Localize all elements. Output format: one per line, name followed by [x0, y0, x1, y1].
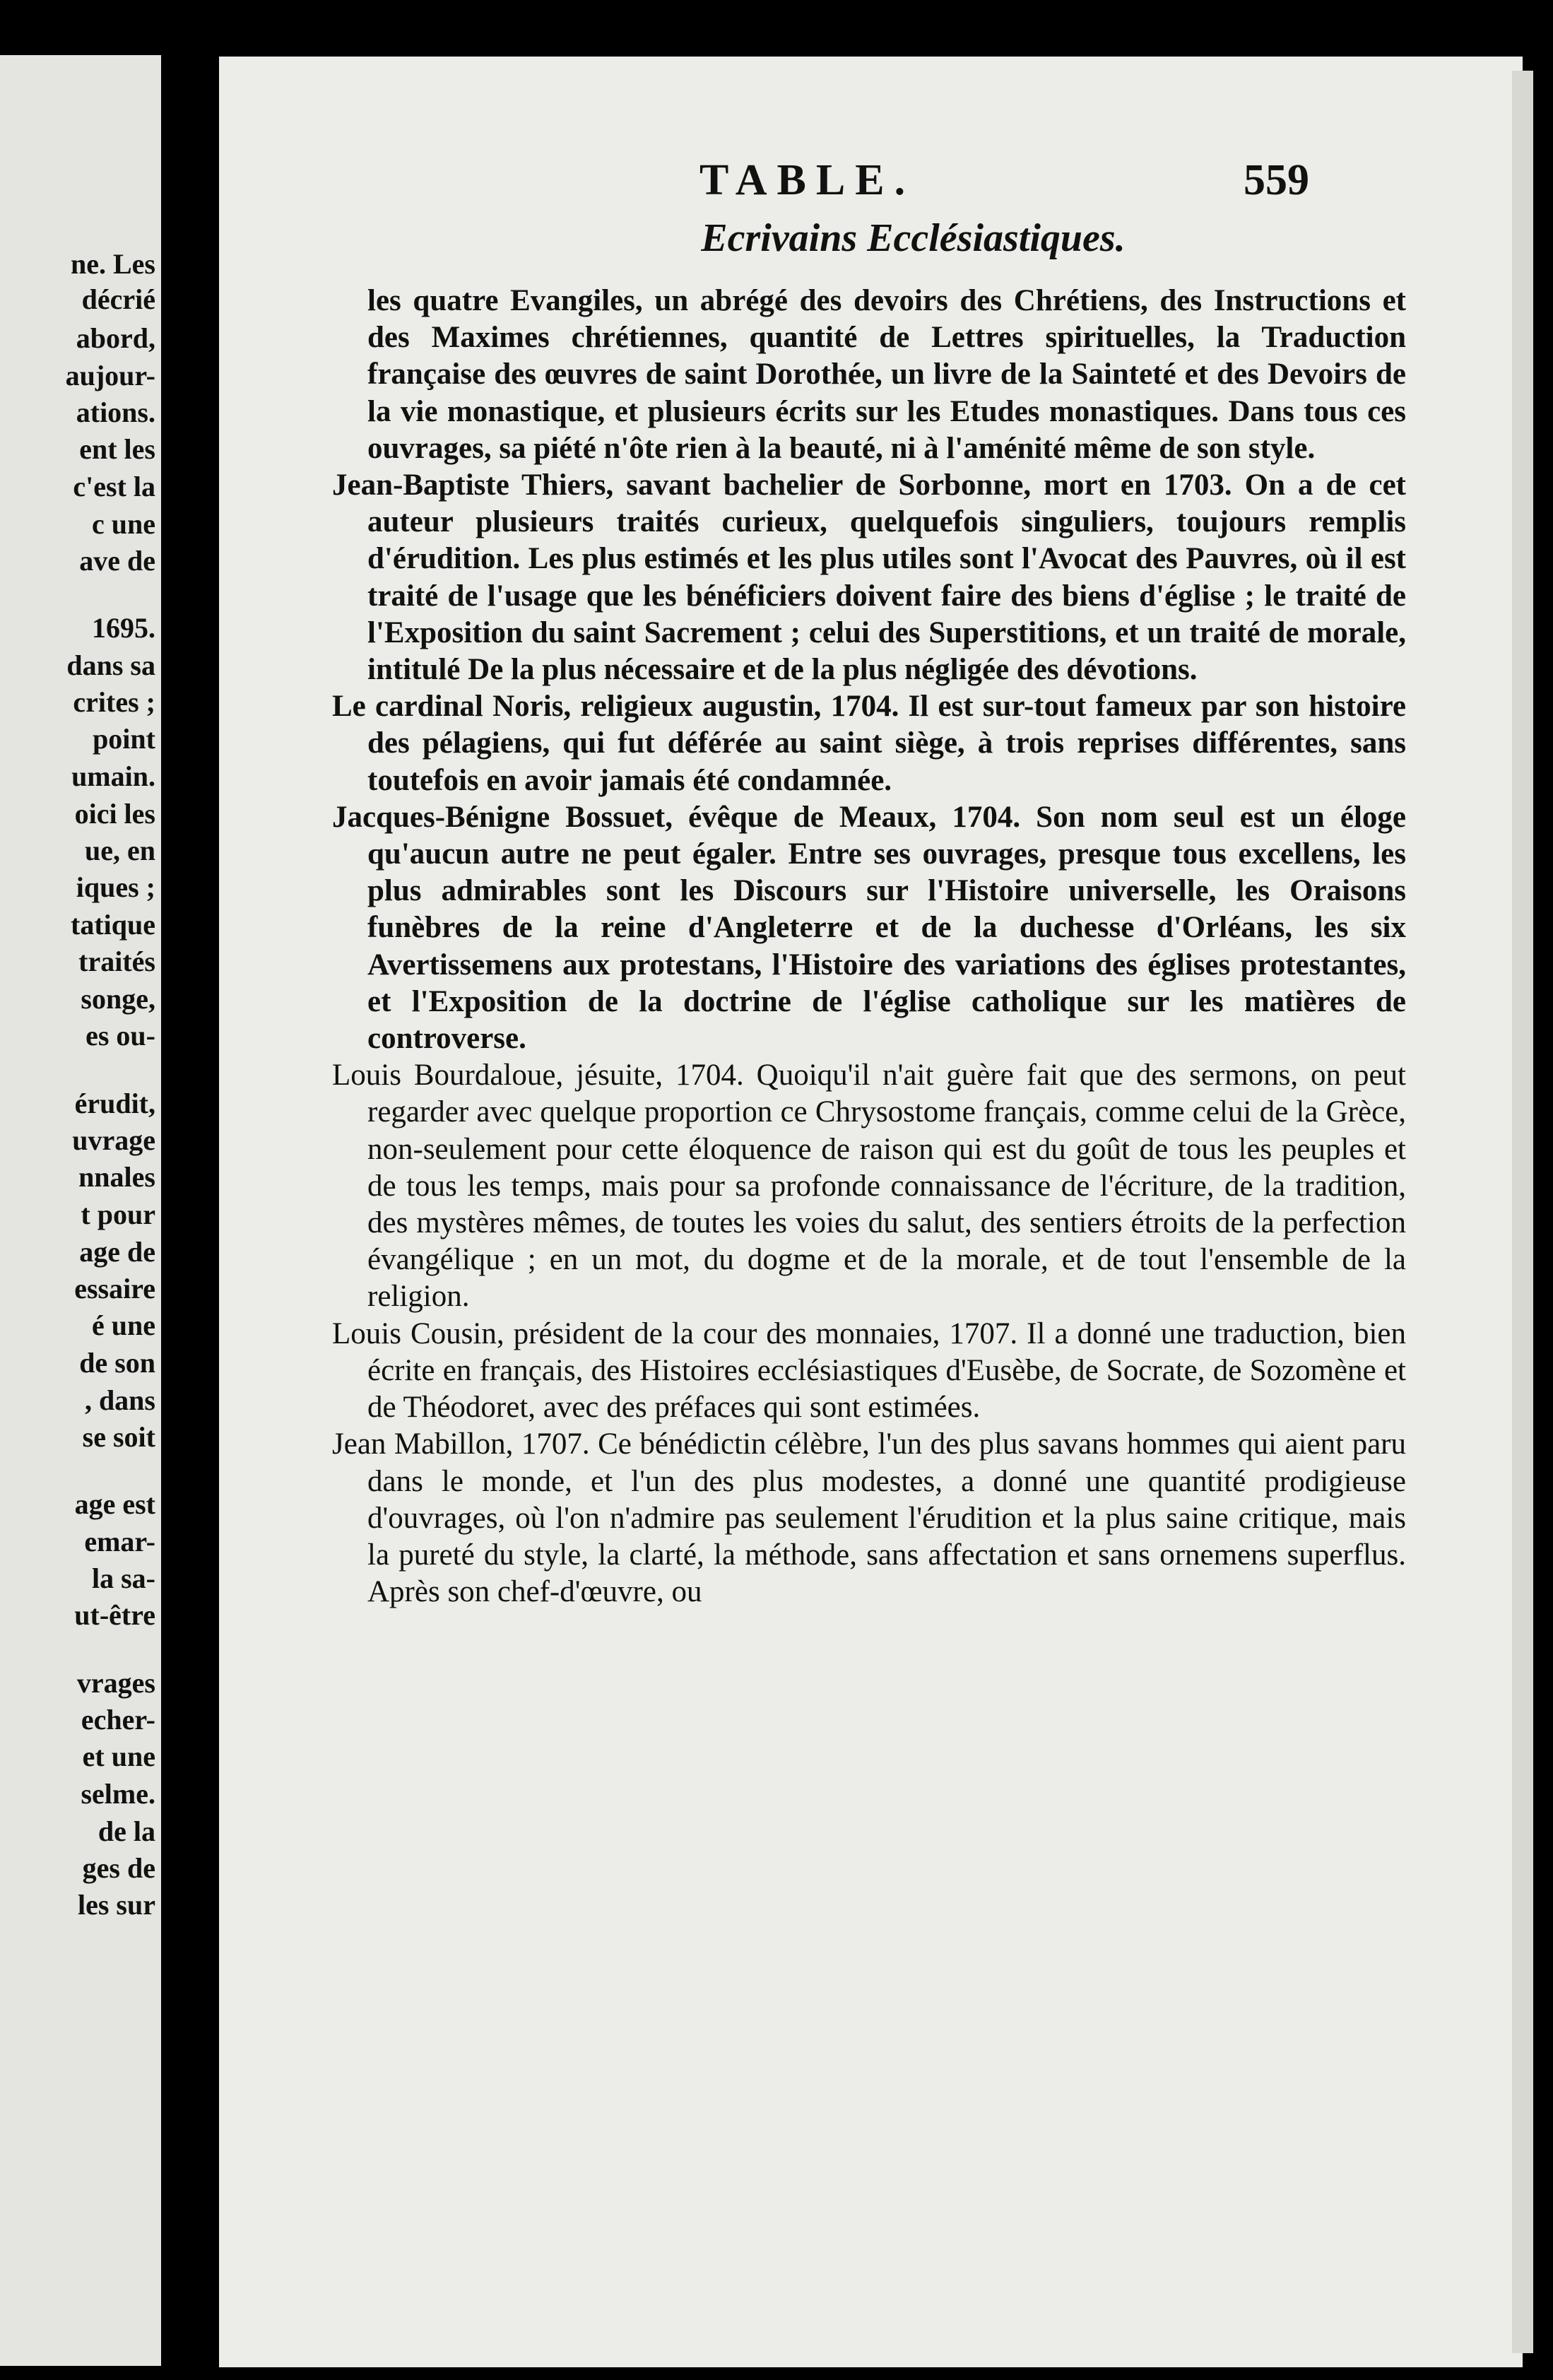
- facing-page-line: ent les: [79, 433, 155, 465]
- facing-page-line: selme.: [81, 1778, 155, 1810]
- facing-page-line: iques ;: [76, 871, 155, 903]
- facing-page-line: c une: [92, 508, 155, 540]
- page-title: TABLE.: [699, 156, 916, 204]
- main-page: [219, 57, 1523, 2367]
- facing-page-line: emar-: [84, 1526, 155, 1557]
- entry-continuation: les quatre Evangiles, un abrégé des devoirs des Chrétiens, des Instructions et des Maximes chrétiennes, quantité de Lettres spirituelles, la Traduction française des œuvres de saint Dorothée, un livre de la Sainteté et des Devoirs de la vie monastique, et plusieurs écrits sur les Etudes monastiques. Dans tous ces ouvrages, sa piété n'ôte rien à la beauté, ni à l'aménité même de son style.: [367, 284, 1406, 465]
- author-entry: Jean Mabillon, 1707. Ce bénédictin célèbre, l'un des plus savans hommes qui aient paru dans le monde, et l'un des plus modestes, a donné une quantité prodigieuse d'ouvrages, où l'on n'admire pas seulement l'érudition et la plus saine critique, mais la pureté du style, la clarté, la méthode, sans affectation et sans ornemens superflus. Après son chef-d'œuvre, ou: [332, 1427, 1406, 1609]
- facing-page-line: nnales: [78, 1161, 155, 1193]
- facing-page-line: umain.: [71, 760, 155, 792]
- facing-page-line: aujour-: [65, 360, 155, 391]
- facing-page-line: songe,: [81, 983, 155, 1015]
- facing-page-line: crites ;: [73, 686, 155, 718]
- facing-page-line: vrages: [76, 1667, 155, 1699]
- facing-page-line: les sur: [78, 1889, 155, 1921]
- facing-page-line: ue, en: [85, 835, 155, 866]
- facing-page-line: tatique: [71, 909, 155, 941]
- facing-page-line: abord,: [76, 322, 155, 354]
- facing-page-line: ut-être: [74, 1599, 155, 1631]
- facing-page-line: ave de: [79, 545, 155, 577]
- page-number: 559: [1244, 156, 1309, 204]
- author-entry: Louis Bourdaloue, jésuite, 1704. Quoiqu'il n'ait guère fait que des sermons, on peut regarder avec quelque proportion ce Chrysostome français, comme celui de la Grèce, non-seulement pour cette éloquence de raison qui est du goût de tous les peuples et de tous les temps, mais pour sa profonde connaissance de l'écriture, de la tradition, des mystères mêmes, de toutes les voies du salut, des sentiers étroits de la perfection évangélique ; en un mot, du dogme et de la morale, et de tout l'ensemble de la religion.: [332, 1059, 1406, 1314]
- facing-page-line: et une: [82, 1740, 155, 1772]
- facing-page-line: age est: [74, 1488, 155, 1520]
- facing-page-line: t pour: [81, 1198, 155, 1230]
- facing-page-line: oici les: [74, 798, 155, 830]
- facing-page-line: de la: [98, 1815, 155, 1847]
- body-text: [332, 283, 1406, 1610]
- author-entry: Louis Cousin, président de la cour des monnaies, 1707. Il a donné une traduction, bien écrite en français, des Histoires ecclésiastiques d'Eusèbe, de Socrate, de Sozomène et de Théodoret, avec des préfaces qui sont estimées.: [332, 1316, 1406, 1425]
- author-entry: Le cardinal Noris, religieux augustin, 1704. Il est sur-tout fameux par son histoire des pélagiens, qui fut déférée au saint siège, à trois reprises différentes, sans toutefois en avoir jamais été condamnée.: [332, 690, 1406, 797]
- facing-page-line: point: [93, 723, 155, 755]
- page-edge: [1512, 71, 1533, 2353]
- facing-page-line: la sa-: [92, 1562, 155, 1594]
- facing-page-line: de son: [79, 1347, 155, 1379]
- facing-page-line: érudit,: [74, 1088, 155, 1119]
- facing-page-line: uvrage: [72, 1124, 155, 1156]
- facing-page-line: age de: [79, 1236, 155, 1268]
- facing-page-line: se soit: [82, 1421, 155, 1453]
- author-entry: Jacques-Bénigne Bossuet, évêque de Meaux, 1704. Son nom seul est un éloge qu'aucun autre ne peut égaler. Entre ses ouvrages, presque tous excellens, les plus admirables sont les Discours sur l'Histoire universelle, les Oraisons funèbres de la reine d'Angleterre et de la duchesse d'Orléans, les six Avertissemens aux protestans, l'Histoire des variations des églises protestantes, et l'Exposition de la doctrine de l'église catholique sur les matières de controverse.: [332, 800, 1406, 1056]
- facing-page-line: 1695.: [92, 612, 155, 644]
- running-head: [219, 155, 1523, 212]
- author-entry: Jean-Baptiste Thiers, savant bachelier de Sorbonne, mort en 1703. On a de cet auteur plusieurs traités curieux, quelquefois singuliers, toujours remplis d'érudition. Les plus estimés et les plus utiles sont l'Avocat des Pauvres, où il est traité de l'usage que les bénéficiers doivent faire des biens d'église ; le traité de l'Exposition du saint Sacrement ; celui des Superstitions, et un traité de morale, intitulé De la plus nécessaire et de la plus négligée des dévotions.: [332, 469, 1406, 687]
- facing-page-fragment: [0, 55, 161, 2366]
- facing-page-line: ations.: [76, 396, 155, 428]
- facing-page-line: dans sa: [66, 649, 155, 681]
- facing-page-line: traités: [78, 945, 155, 977]
- facing-page-line: é une: [92, 1309, 155, 1341]
- facing-page-line: essaire: [74, 1273, 155, 1304]
- facing-page-line: ges de: [82, 1852, 155, 1884]
- section-title: Ecrivains Ecclésiastiques.: [701, 216, 1126, 260]
- facing-page-line: ne. Les: [71, 248, 155, 280]
- book-gutter: [161, 0, 218, 2380]
- facing-page-line: es ou-: [85, 1020, 155, 1051]
- facing-page-line: , dans: [84, 1384, 155, 1416]
- facing-page-line: echer-: [81, 1704, 155, 1736]
- facing-page-line: c'est la: [73, 471, 155, 502]
- facing-page-line: décrié: [81, 283, 155, 315]
